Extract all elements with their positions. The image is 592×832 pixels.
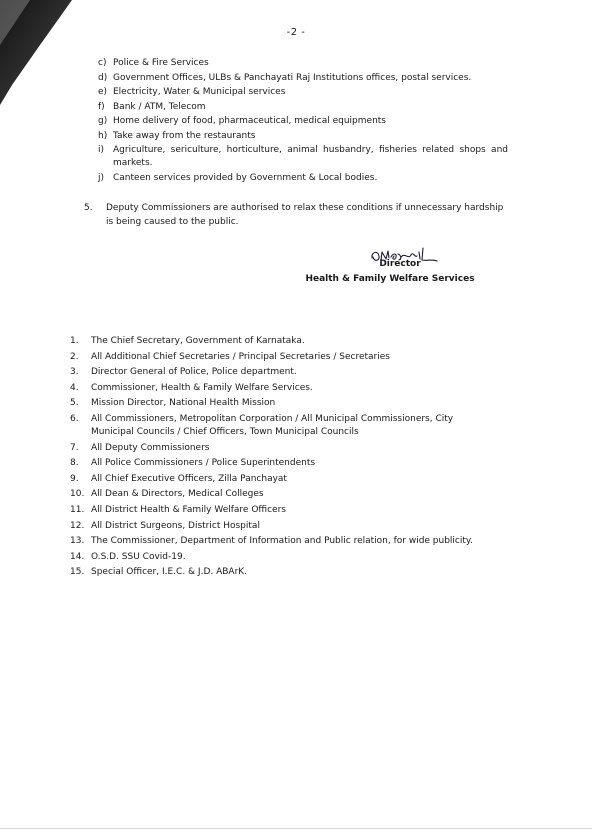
- list-item: [70, 457, 490, 470]
- list-item-text: Home delivery of food, pharmaceutical, medical equipments: [113, 116, 386, 126]
- list-item-text: All Additional Chief Secretaries / Principal Secretaries / Secretaries: [91, 351, 390, 362]
- list-item-text: Canteen services provided by Government & Local bodies.: [113, 172, 378, 183]
- paragraph-number: 5.: [84, 203, 93, 213]
- list-item-label: j): [98, 172, 105, 183]
- list-item-number: 10.: [70, 489, 85, 500]
- paragraph-text: Deputy Commissioners are authorised to relax these conditions if unnecessary hardship is being caused to the public.: [106, 203, 504, 227]
- list-item-text: The Chief Secretary, Government of Karnataka.: [91, 336, 305, 346]
- list-item-text: The Commissioner, Department of Information and Public relation, for wide publicity.: [91, 536, 473, 547]
- list-item-text: All Deputy Commissioners: [91, 442, 210, 453]
- list-item: [98, 115, 508, 128]
- signatory-organization: Health & Family Welfare Services: [305, 274, 475, 284]
- list-item-number: 2.: [70, 351, 79, 362]
- list-item-text: Special Officer, I.E.C. & J.D. ABArK.: [91, 567, 248, 578]
- list-item-text: Mission Director, National Health Mission: [91, 398, 276, 409]
- signatory-designation: Director: [379, 259, 421, 269]
- list-item-number: 12.: [70, 520, 85, 531]
- list-item: [98, 57, 508, 70]
- list-item-text: O.S.D. SSU Covid-19.: [91, 551, 186, 562]
- scan-bottom-edge: [0, 828, 592, 829]
- list-item: [98, 101, 508, 114]
- list-item: [70, 551, 490, 564]
- services-list: [98, 57, 508, 186]
- list-item: [98, 144, 508, 170]
- list-item-label: d): [98, 72, 108, 83]
- list-item-label: f): [98, 101, 105, 112]
- list-item: [70, 504, 490, 517]
- list-item-text: Government Offices, ULBs & Panchayati Raj Institutions offices, postal services.: [113, 72, 472, 83]
- list-item-number: 3.: [70, 367, 79, 378]
- list-item: [70, 566, 490, 579]
- list-item: [70, 535, 490, 548]
- list-item: [70, 382, 490, 395]
- list-item-label: i): [98, 145, 105, 155]
- list-item: [70, 335, 490, 348]
- list-item: [70, 473, 490, 486]
- list-item-number: 14.: [70, 551, 85, 562]
- list-item: [70, 488, 490, 501]
- list-item-text: All District Surgeons, District Hospital: [91, 520, 260, 531]
- list-item-text: Police & Fire Services: [113, 58, 209, 68]
- list-item-text: Agriculture, sericulture, horticulture, animal husbandry, fisheries related shops and markets.: [113, 145, 508, 168]
- list-item: [98, 172, 508, 185]
- list-item-text: Director General of Police, Police department.: [91, 367, 297, 378]
- signature-block: [300, 258, 480, 286]
- list-item-number: 5.: [70, 398, 79, 409]
- list-item-number: 9.: [70, 473, 79, 484]
- list-item-number: 13.: [70, 536, 85, 547]
- list-item-label: c): [98, 58, 107, 68]
- list-item-text: Electricity, Water & Municipal services: [113, 87, 286, 97]
- list-item-label: g): [98, 116, 108, 126]
- paragraph-5: [84, 201, 504, 229]
- page-number: -2 -: [286, 27, 306, 38]
- list-item-text: Take away from the restaurants: [113, 130, 256, 141]
- list-item: [70, 366, 490, 379]
- list-item: [98, 72, 508, 85]
- list-item-text: All Chief Executive Officers, Zilla Panchayat: [91, 473, 287, 484]
- list-item-text: All Dean & Directors, Medical Colleges: [91, 489, 264, 500]
- list-item-text: Bank / ATM, Telecom: [113, 101, 206, 112]
- list-item-label: e): [98, 87, 108, 97]
- list-item: [70, 351, 490, 364]
- list-item-text: All Commissioners, Metropolitan Corporation / All Municipal Commissioners, City Municipal Councils / Chief Officers, Town Municipal Councils: [91, 413, 454, 437]
- list-item-number: 6.: [70, 413, 79, 424]
- list-item-text: All Police Commissioners / Police Superintendents: [91, 458, 316, 469]
- list-item-number: 4.: [70, 382, 79, 393]
- list-item-number: 1.: [70, 336, 79, 346]
- list-item-number: 8.: [70, 458, 79, 469]
- list-item-label: h): [98, 130, 108, 141]
- list-item: [70, 442, 490, 455]
- list-item: [98, 86, 508, 99]
- list-item-text: All District Health & Family Welfare Officers: [91, 504, 286, 515]
- list-item: [70, 520, 490, 533]
- list-item: [70, 397, 490, 410]
- list-item-text: Commissioner, Health & Family Welfare Services.: [91, 382, 313, 393]
- list-item-number: 15.: [70, 567, 85, 578]
- copy-to-list: [70, 335, 490, 582]
- list-item-number: 7.: [70, 442, 79, 453]
- list-item: [98, 130, 508, 143]
- list-item-number: 11.: [70, 504, 85, 515]
- list-item: [70, 413, 490, 439]
- scan-corner-shadow: [0, 0, 80, 110]
